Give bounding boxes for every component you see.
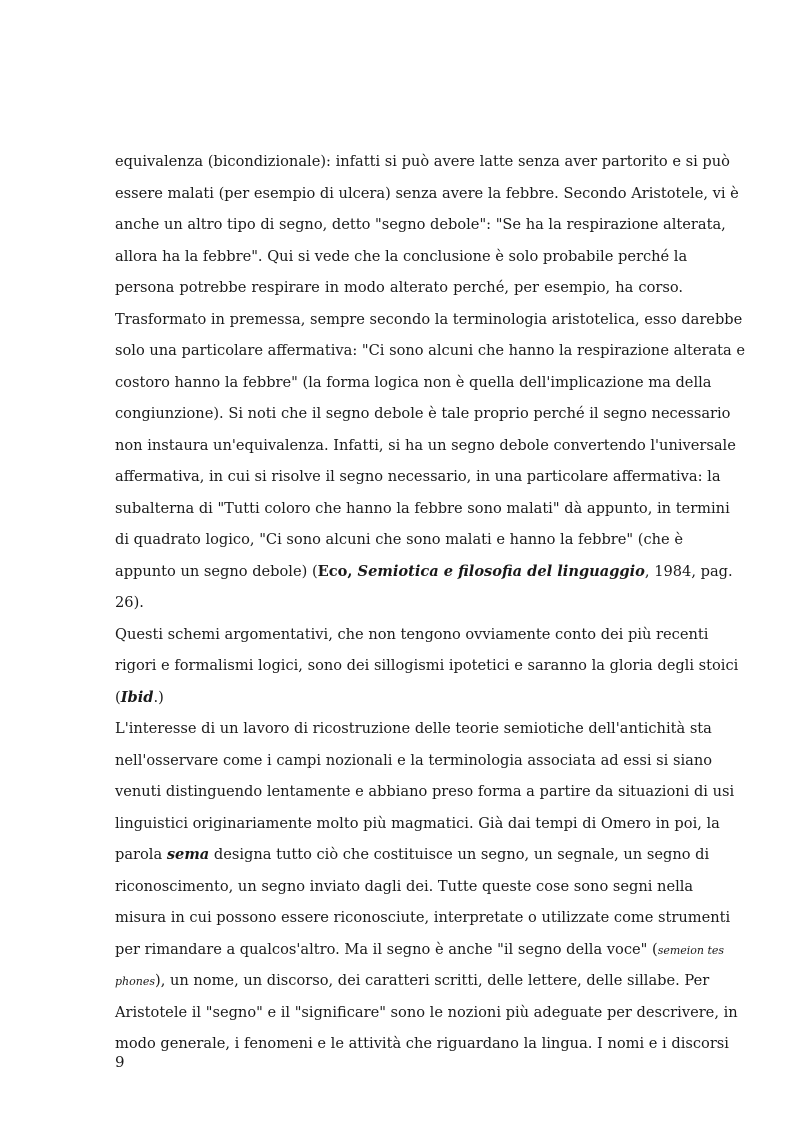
text-segment: allora ha la febbre". Qui si vede che la conclusione è solo probabile perché la bbox=[115, 247, 688, 265]
text-line bbox=[115, 367, 712, 399]
text-segment: Aristotele il "segno" e il "significare" sono le nozioni più adeguate per descrivere, in bbox=[115, 1003, 738, 1021]
text-segment: riconoscimento, un segno inviato dagli dei. Tutte queste cose sono segni nella bbox=[115, 877, 694, 895]
text-line bbox=[115, 682, 683, 714]
text-segment: , 1984, pag. bbox=[644, 562, 733, 580]
text-segment: di quadrato logico, "Ci sono alcuni che sono malati e hanno la febbre" (che è bbox=[115, 531, 683, 548]
text-segment: venuti distinguendo lentamente e abbiano preso forma a partire da situazioni di usi bbox=[115, 783, 735, 800]
text-line bbox=[115, 713, 712, 745]
text-segment: misura in cui possono essere riconosciute, interpretate o utilizzate come strumenti bbox=[115, 909, 731, 926]
body-text bbox=[115, 146, 745, 1060]
text-segment: rigori e formalismi logici, sono dei sillogismi ipotetici e saranno la gloria degli stoici bbox=[115, 657, 739, 674]
text-line bbox=[115, 335, 745, 367]
text-line bbox=[115, 430, 736, 462]
text-segment: designa tutto ciò che costituisce un segno, un segnale, un segno di bbox=[209, 846, 710, 863]
text-line bbox=[115, 650, 739, 682]
text-segment: essere malati (per esempio di ulcera) senza avere la febbre. Secondo Aristotele, vi è bbox=[115, 184, 739, 202]
emphasized-text: Ibid bbox=[120, 688, 154, 706]
text-line bbox=[115, 619, 709, 651]
text-segment: solo una particolare affermativa: "Ci sono alcuni che hanno la respirazione alterata e bbox=[115, 342, 745, 359]
text-line bbox=[115, 902, 731, 934]
text-segment: ), un nome, un discorso, dei caratteri scritti, delle lettere, delle sillabe. Per bbox=[155, 972, 710, 989]
text-line bbox=[115, 934, 725, 966]
text-segment: non instaura un'equivalenza. Infatti, si ha un segno debole convertendo l'universale bbox=[115, 436, 736, 454]
text-line bbox=[115, 997, 738, 1029]
text-line bbox=[115, 871, 694, 903]
text-line bbox=[115, 745, 713, 777]
text-segment: persona potrebbe respirare in modo alterato perché, per esempio, ha corso. bbox=[115, 279, 683, 296]
text-line bbox=[115, 209, 726, 241]
text-segment: costoro hanno la febbre" (la forma logica non è quella dell'implicazione ma della bbox=[115, 373, 712, 391]
text-segment: nell'osservare come i campi nozionali e la terminologia associata ad essi si siano bbox=[115, 751, 713, 769]
text-line bbox=[115, 178, 739, 210]
emphasized-text: phones bbox=[115, 975, 155, 988]
text-line bbox=[115, 1028, 729, 1060]
text-line bbox=[115, 461, 721, 493]
text-line bbox=[115, 587, 683, 619]
text-segment: anche un altro tipo di segno, detto "segno debole": "Se ha la respirazione alterata, bbox=[115, 216, 726, 233]
text-segment: appunto un segno debole) ( bbox=[115, 562, 318, 580]
text-line bbox=[115, 272, 683, 304]
text-segment: 26). bbox=[115, 594, 144, 611]
text-line bbox=[115, 304, 743, 336]
text-line bbox=[115, 965, 710, 997]
text-line bbox=[115, 241, 688, 273]
text-segment: affermativa, in cui si risolve il segno necessario, in una particolare affermativa: la bbox=[115, 468, 721, 485]
text-line bbox=[115, 493, 730, 525]
text-segment: congiunzione). Si noti che il segno debole è tale proprio perché il segno necessario bbox=[115, 405, 731, 422]
text-line bbox=[115, 839, 710, 871]
text-segment: subalterna di "Tutti coloro che hanno la febbre sono malati" dà appunto, in termini bbox=[115, 499, 730, 517]
emphasized-text: sema bbox=[166, 846, 210, 863]
page-number: 9 bbox=[115, 1053, 125, 1071]
text-line bbox=[115, 556, 733, 588]
text-line bbox=[115, 776, 735, 808]
text-segment: L'interesse di un lavoro di ricostruzione delle teorie semiotiche dell'antichità sta bbox=[115, 720, 712, 737]
text-line bbox=[115, 146, 730, 178]
emphasized-text: Semiotica e filosofia del linguaggio bbox=[357, 562, 645, 580]
text-segment: Trasformato in premessa, sempre secondo la terminologia aristotelica, esso darebbe bbox=[115, 310, 743, 328]
text-segment: Questi schemi argomentativi, che non tengono ovviamente conto dei più recenti bbox=[115, 625, 709, 643]
text-segment: parola bbox=[115, 846, 167, 863]
text-segment: per rimandare a qualcos'altro. Ma il segno è anche "il segno della voce" ( bbox=[115, 940, 658, 958]
text-line bbox=[115, 524, 683, 556]
text-line bbox=[115, 398, 731, 430]
text-segment: equivalenza (bicondizionale): infatti si può avere latte senza aver partorito e si può bbox=[115, 153, 730, 170]
text-segment: ( bbox=[115, 688, 121, 706]
text-line bbox=[115, 808, 720, 840]
text-segment: modo generale, i fenomeni e le attività che riguardano la lingua. I nomi e i discorsi bbox=[115, 1035, 729, 1052]
emphasized-text: Eco, bbox=[317, 562, 358, 580]
text-segment: linguistici originariamente molto più magmatici. Già dai tempi di Omero in poi, la bbox=[115, 814, 720, 832]
emphasized-text: semeion tes bbox=[657, 943, 725, 957]
text-segment: .) bbox=[153, 688, 164, 706]
